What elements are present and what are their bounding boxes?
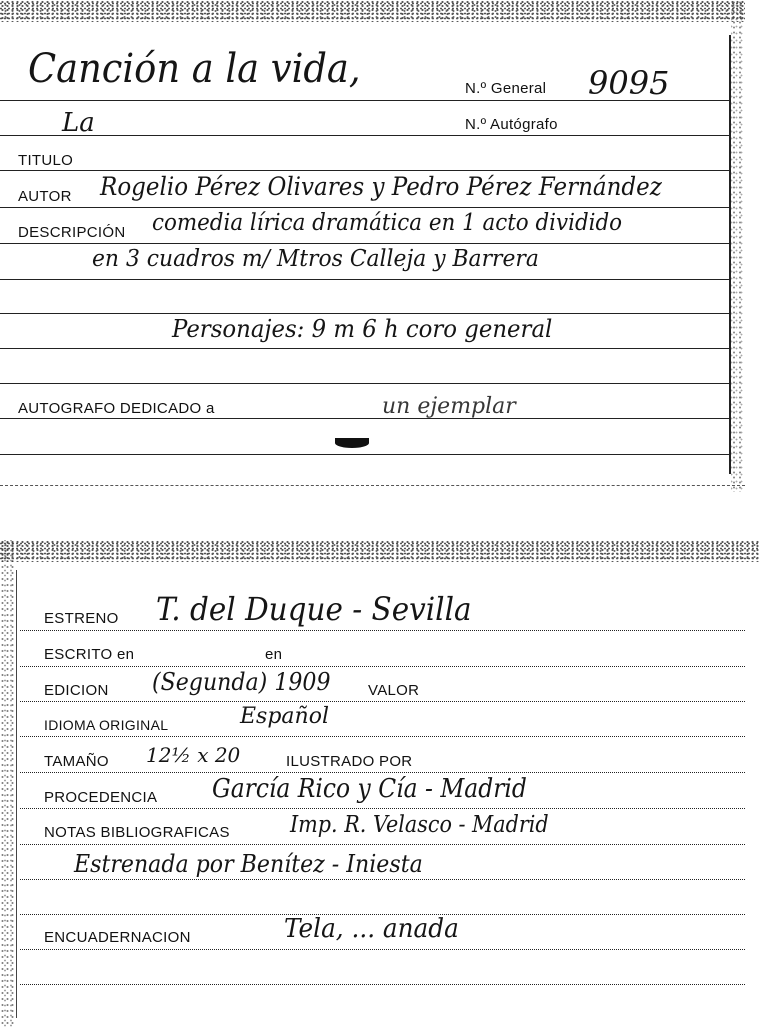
title-handwritten-article: La [62,108,95,138]
dotted-rule [20,949,745,950]
dotted-rule [20,879,745,880]
personajes-line: Personajes: 9 m 6 h coro general [172,315,553,343]
rule-line [0,170,730,171]
dotted-rule [20,736,745,737]
procedencia-label: PROCEDENCIA [44,789,158,806]
ilustrado-por-label: ILUSTRADO POR [286,753,413,770]
autor-label: AUTOR [18,188,72,205]
rule-line [0,383,730,384]
rule-line [0,418,730,419]
edicion-value: (Segunda) 1909 [152,668,331,696]
card-left-edge-texture [0,540,14,1028]
dotted-rule [20,701,745,702]
rule-line [0,313,730,314]
numero-autografo-label: N.º Autógrafo [465,116,558,133]
card-top-edge-texture [0,0,745,22]
descripcion-label: DESCRIPCIÓN [18,224,126,241]
dotted-rule [20,984,745,985]
descripcion-line1: comedia lírica dramática en 1 acto dividido [152,210,623,236]
rule-line [0,279,730,280]
idioma-original-label: IDIOMA ORIGINAL [44,717,169,733]
tamano-value: 12½ x 20 [146,743,241,767]
ink-blot [335,438,369,448]
card-left-border [16,570,17,1018]
rule-line [0,207,730,208]
edicion-label: EDICION [44,682,109,699]
autor-value: Rogelio Pérez Olivares y Pedro Pérez Fernández [100,172,662,201]
procedencia-value: García Rico y Cía - Madrid [212,774,527,804]
rule-line [0,243,730,244]
rule-line [0,348,730,349]
estreno-label: ESTRENO [44,610,119,627]
notas-bibliograficas-value: Imp. R. Velasco - Madrid [290,812,549,838]
notas-bibliograficas-line2: Estrenada por Benítez - Iniesta [74,850,423,878]
titulo-label: TITULO [18,152,74,169]
descripcion-line2: en 3 cuadros m/ Mtros Calleja y Barrera [92,246,539,272]
dotted-rule [20,808,745,809]
idioma-original-value: Español [240,704,329,729]
rule-line [0,135,730,136]
numero-general-value: 9095 [588,64,670,102]
tamano-label: TAMAÑO [44,753,109,770]
card-bottom-edge [0,485,745,486]
escrito-en-label: en [265,646,283,663]
card-top-edge-texture [0,540,759,562]
dotted-rule [20,666,745,667]
dotted-rule [20,844,745,845]
card-right-edge-texture [731,0,745,492]
catalog-card-front [0,0,745,492]
dotted-rule [20,772,745,773]
catalog-card-back [0,540,759,1028]
dotted-rule [20,630,745,631]
escrito-label: ESCRITO en [44,646,135,663]
estreno-value: T. del Duque - Sevilla [156,590,472,628]
numero-general-label: N.º General [465,80,547,97]
valor-label: VALOR [368,682,420,699]
autografo-dedicado-label: AUTOGRAFO DEDICADO a [18,400,215,417]
encuadernacion-value: Tela, ... anada [284,914,459,944]
autografo-dedicado-value: un ejemplar [382,394,516,419]
notas-bibliograficas-label: NOTAS BIBLIOGRAFICAS [44,824,230,841]
encuadernacion-label: ENCUADERNACION [44,929,191,946]
title-handwritten: Canción a la vida, [28,46,361,92]
rule-line [0,454,730,455]
